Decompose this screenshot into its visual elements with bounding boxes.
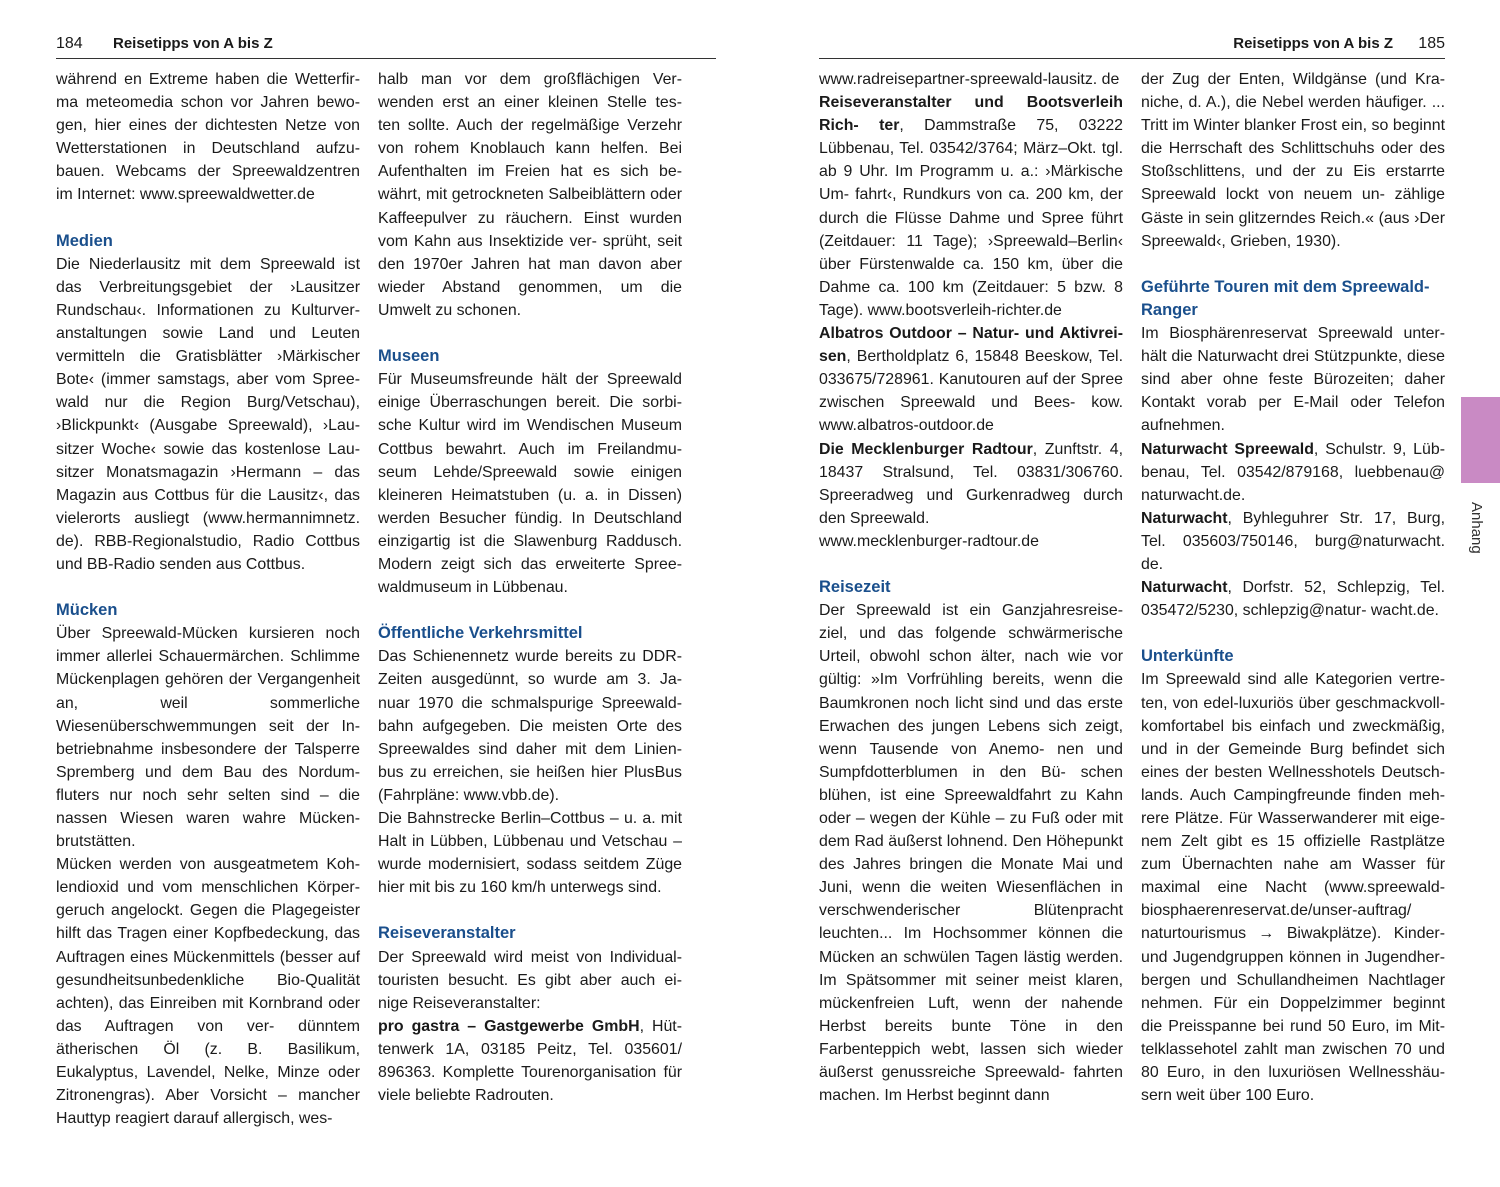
listing-entry bbox=[819, 322, 1123, 437]
listing-name: pro gastra – Gastgewerbe GmbH bbox=[378, 1017, 640, 1035]
paragraph: www.radreisepartner-spreewald-lausitz. de bbox=[819, 71, 1120, 88]
listing-entry bbox=[1141, 507, 1445, 576]
paragraph: während en Extreme haben die Wetterfir- ma meteomedia schon vor Jahren bewo- gen, hier eines der dichtesten Netze von Wetterstationen in Deutschland aufzu- bauen. Webcams der Spreewaldzentren im Internet: www.spreewaldwetter.de bbox=[56, 71, 360, 204]
listing-details: , Bertholdplatz 6, 15848 Beeskow, Tel. 033675/728961. Kanutouren auf der Spree zwischen Spreewald und Bees- kow. www.albatros-outdoor.de bbox=[819, 348, 1123, 435]
paragraph: Der Spreewald ist ein Ganzjahresreise- ziel, und das folgende schwärmerische Urteil, obwohl schon älter, nach wie vor gültig: »Im Vorfrühling bereits, wenn die Baumkronen noch licht sind und das erste Erwachen des jungen Lebens sich zeigt, wenn Tausende von Anemo- nen und Sumpfdotterblumen in den Bü- schen blühen, ist eine Spreewaldfahrt zu Kahn oder – wegen der Kühle – zu Fuß oder mit dem Rad äußerst lohnend. Den Höhepunkt des Jahres bringen die Monate Mai und Juni, wenn die weiten Wiesenflächen in verschwenderischer Blütenpracht leuchten... Im Hochsommer können die Mücken an schwülen Tagen lästig werden. Im Spätsommer mit seiner meist klaren, mückenfreien Luft, wenn der nahende Herbst bereits bunte Töne in den Farbenteppich webt, lassen sich wieder äußerst genussreiche Spreewald- fahrten machen. Im Herbst beginnt dann bbox=[819, 602, 1123, 1105]
section-heading-muecken: Mücken bbox=[56, 601, 118, 620]
left-column-2 bbox=[378, 68, 682, 1107]
paragraph: Der Spreewald wird meist von Individual- touristen besucht. Es gibt aber auch ei- nige Reiseveranstalter: bbox=[378, 948, 682, 1012]
listing-details: , Dorfstr. 52, Schlepzig, Tel. 035472/5230, schlepzig@natur- wacht.de. bbox=[1141, 579, 1445, 620]
listing-name: Die Mecklenburger Radtour bbox=[819, 440, 1033, 458]
section-heading-reisezeit: Reisezeit bbox=[819, 578, 891, 597]
listing-name: Naturwacht bbox=[1141, 579, 1228, 597]
paragraph: Die Niederlausitz mit dem Spreewald ist das Verbreitungsgebiet der ›Lausitzer Rundschau‹. Informationen zu Kulturver- anstaltungen sowie Land und Leuten vermitteln die Gratisblätter ›Märkischer Bote‹ (immer samstags, aber vom Spree- wald nur die Region Burg/Vetschau), ›Blickpunkt‹ (Ausgabe Spreewald), ›Lau- sitzer Woche‹ sowie das kostenlose Lau- sitzer Monatsmagazin ›Hermann – das Magazin aus Cottbus für die Lausitz‹, das vielerorts ausliegt (www.hermannimnetz. de). RBB-Regionalstudio, Radio Cottbus und BB-Radio senden aus Cottbus. bbox=[56, 255, 360, 573]
running-title: Reisetipps von A bis Z bbox=[113, 35, 273, 52]
right-column-1 bbox=[819, 68, 1123, 1107]
right-header bbox=[819, 34, 1445, 59]
paragraph: Die Bahnstrecke Berlin–Cottbus – u. a. mit Halt in Lübben, Lübbenau und Vetschau – wurde modernisiert, sodass seitdem Züge hier mit bis zu 160 km/h unterwegs sind. bbox=[378, 810, 682, 897]
listing-details: , Schulstr. 9, Lüb- benau, Tel. 03542/879168, luebbenau@ naturwacht.de. bbox=[1141, 440, 1445, 504]
paragraph: Im Biosphärenreservat Spreewald unter- hält die Naturwacht drei Stützpunkte, diese sind aber ohne feste Bürozeiten; daher Kontakt vorab per E-Mail oder Telefon aufnehmen. bbox=[1141, 325, 1445, 435]
left-column-1 bbox=[56, 68, 360, 1130]
page-number: 184 bbox=[56, 35, 83, 52]
listing-details: , Hüt- tenwerk 1A, 03185 Peitz, Tel. 035601/ 896363. Komplette Tourenorganisation für viele beliebte Radrouten. bbox=[378, 1017, 682, 1105]
section-heading-reiseveranstalter: Reiseveranstalter bbox=[378, 924, 516, 943]
running-title: Reisetipps von A bis Z bbox=[1233, 35, 1393, 52]
paragraph: Über Spreewald-Mücken kursieren noch immer allerlei Schauermärchen. Schlimme Mückenplagen gehören der Vergangenheit an, weil sommerliche Wiesenüberschwemmungen seit der In- betriebnahme insbesondere der Talsperre Spremberg und dem Bau des Nordum- fluters nur noch sehr selten sind – die nassen Wiesen waren wahre Mücken- brutstätten. bbox=[56, 625, 360, 851]
section-heading-unterkuenfte: Unterkünfte bbox=[1141, 647, 1234, 666]
listing-name: Naturwacht Spreewald bbox=[1141, 440, 1314, 458]
listing-details: , Zunftstr. 4, 18437 Stralsund, Tel. 03831/306760. Spreeradweg und Gurkenradweg durch den Spreewald. bbox=[819, 440, 1123, 527]
listing-name: Naturwacht bbox=[1141, 509, 1228, 527]
left-page bbox=[56, 0, 716, 1187]
left-header bbox=[56, 34, 716, 59]
section-heading-museen: Museen bbox=[378, 347, 440, 366]
paragraph: halb man vor dem großflächigen Ver- wenden erst an einer kleinen Stelle tes- ten sollte. Auch der regelmäßige Verzehr von rohem Knoblauch kann helfen. Bei Aufenthalten im Freien hat es sich be- währt, mit getrockneten Salbeiblättern oder Kaffeepulver zu räuchern. Einst wurden vom Kahn aus Insektizide ver- sprüht, seit den 1970er Jahren hat man davon aber wieder Abstand genommen, um die Umwelt zu schonen. bbox=[378, 71, 682, 319]
paragraph: Im Spreewald sind alle Kategorien vertre- ten, von edel-luxuriös über geschmackvoll- komfortabel bis einfach und zweckmäßig, und in der Gemeinde Burg befindet sich eines der besten Wellnesshotels Deutsch- lands. Auch Campingfreunde finden meh- rere Plätze. Für Wasserwanderer mit eige- nem Zelt gibt es 15 offizielle Rastplätze zum Übernachten nahe am Wasser für maximal eine Nacht (www.spreewald- biosphaerenreservat.de/unser-auftrag/ naturtourismus → Biwakplätze). Kinder- und Jugendgruppen können in Jugendher- bergen und Schullandheimen Nachtlager nehmen. Für ein Doppelzimmer beginnt die Preisspanne bei rund 50 Euro, im Mit- telklassehotel zahlt man zwischen 70 und 80 Euro, in den luxuriösen Wellnesshäu- sern weit über 100 Euro. bbox=[1141, 671, 1445, 1105]
listing-details: , Byhleguhrer Str. 17, Burg, Tel. 035603/750146, burg@naturwacht. de. bbox=[1141, 509, 1445, 573]
listing-entry bbox=[1141, 438, 1445, 507]
listing-entry bbox=[819, 438, 1123, 530]
section-heading-medien: Medien bbox=[56, 231, 113, 250]
paragraph: Das Schienennetz wurde bereits zu DDR- Zeiten ausgedünnt, so wurde am 3. Ja- nuar 1970 die schmalspurige Spreewald- bahn aufgegeben. Die meisten Orte des Spreewaldes sind daher mit dem Linien- bus zu erreichen, sie heißen hier PlusBus (Fahrpläne: www.vbb.de). bbox=[378, 648, 682, 804]
listing-entry bbox=[1141, 576, 1445, 622]
section-heading-verkehrsmittel: Öffentliche Verkehrsmittel bbox=[378, 624, 583, 643]
page-number: 185 bbox=[1418, 35, 1445, 52]
paragraph: Für Museumsfreunde hält der Spreewald einige Überraschungen bereit. Die sorbi- sche Kultur wird im Wendischen Museum Cottbus bewahrt. Auch im Freilandmu- seum Lehde/Spreewald sowie einigen kleineren Heimatstuben (u. a. in Dissen) werden Besucher fündig. In Deutschland einzigartig ist die Slawenburg Raddusch. Modern zeigt sich das erweiterte Spree- waldmuseum in Lübbenau. bbox=[378, 371, 682, 597]
url-line: www.mecklenburger-radtour.de bbox=[819, 532, 1039, 550]
paragraph: der Zug der Enten, Wildgänse (und Kra- niche, d. A.), die Nebel werden häufiger. ... Tritt im Winter blanker Frost ein, so beginnt die Herrschaft des Schlittschuhs oder des Stoßschlittens, und der zu Eis erstarrte Spreewald lockt von neuem un- zählige Gäste in sein glitzerndes Reich.« (aus ›Der Spreewald‹, Grieben, 1930). bbox=[1141, 71, 1445, 250]
listing-entry bbox=[819, 91, 1123, 322]
listing-name: Reiseveranstalter und Bootsverleih Rich- ter bbox=[819, 94, 1123, 135]
listing-name: Albatros Outdoor – Natur- und Aktivrei- sen bbox=[819, 325, 1123, 366]
chapter-side-label: Anhang bbox=[1468, 502, 1485, 554]
right-page bbox=[819, 0, 1445, 1187]
listing-entry bbox=[378, 1015, 682, 1107]
right-column-2 bbox=[1141, 68, 1445, 1107]
listing-details: , Dammstraße 75, 03222 Lübbenau, Tel. 03542/3764; März–Okt. tgl. ab 9 Uhr. Im Programm u. a.: ›Märkische Um- fahrt‹, Rundkurs von ca. 200 km, der durch die Flüsse Dahme und Spree führt (Zeitdauer: 11 Tage); ›Spreewald–Berlin‹ über Fürstenwalde ca. 150 km, über die Dahme ca. 100 km (Zeitdauer: 5 bzw. 8 Tage). www.bootsverleih-richter.de bbox=[819, 117, 1123, 319]
section-heading-touren: Geführte Touren mit dem Spreewald-Ranger bbox=[1141, 277, 1430, 319]
paragraph: Mücken werden von ausgeatmetem Koh- lendioxid und vom menschlichen Körper- geruch angelockt. Gegen die Plagegeister hilft das Tragen einer Kopfbedeckung, das Auftragen eines Mückenmittels (besser auf gesundheitsunbedenkliche Bio-Qualität achten), das Einreiben mit Kornbrand oder das Auftragen von ver- dünntem ätherischen Öl (z. B. Basilikum, Eukalyptus, Lavendel, Nelke, Minze oder Zitronengras). Aber Vorsicht – mancher Hauttyp reagiert darauf allergisch, wes- bbox=[56, 856, 360, 1128]
chapter-tab-marker bbox=[1461, 397, 1500, 483]
